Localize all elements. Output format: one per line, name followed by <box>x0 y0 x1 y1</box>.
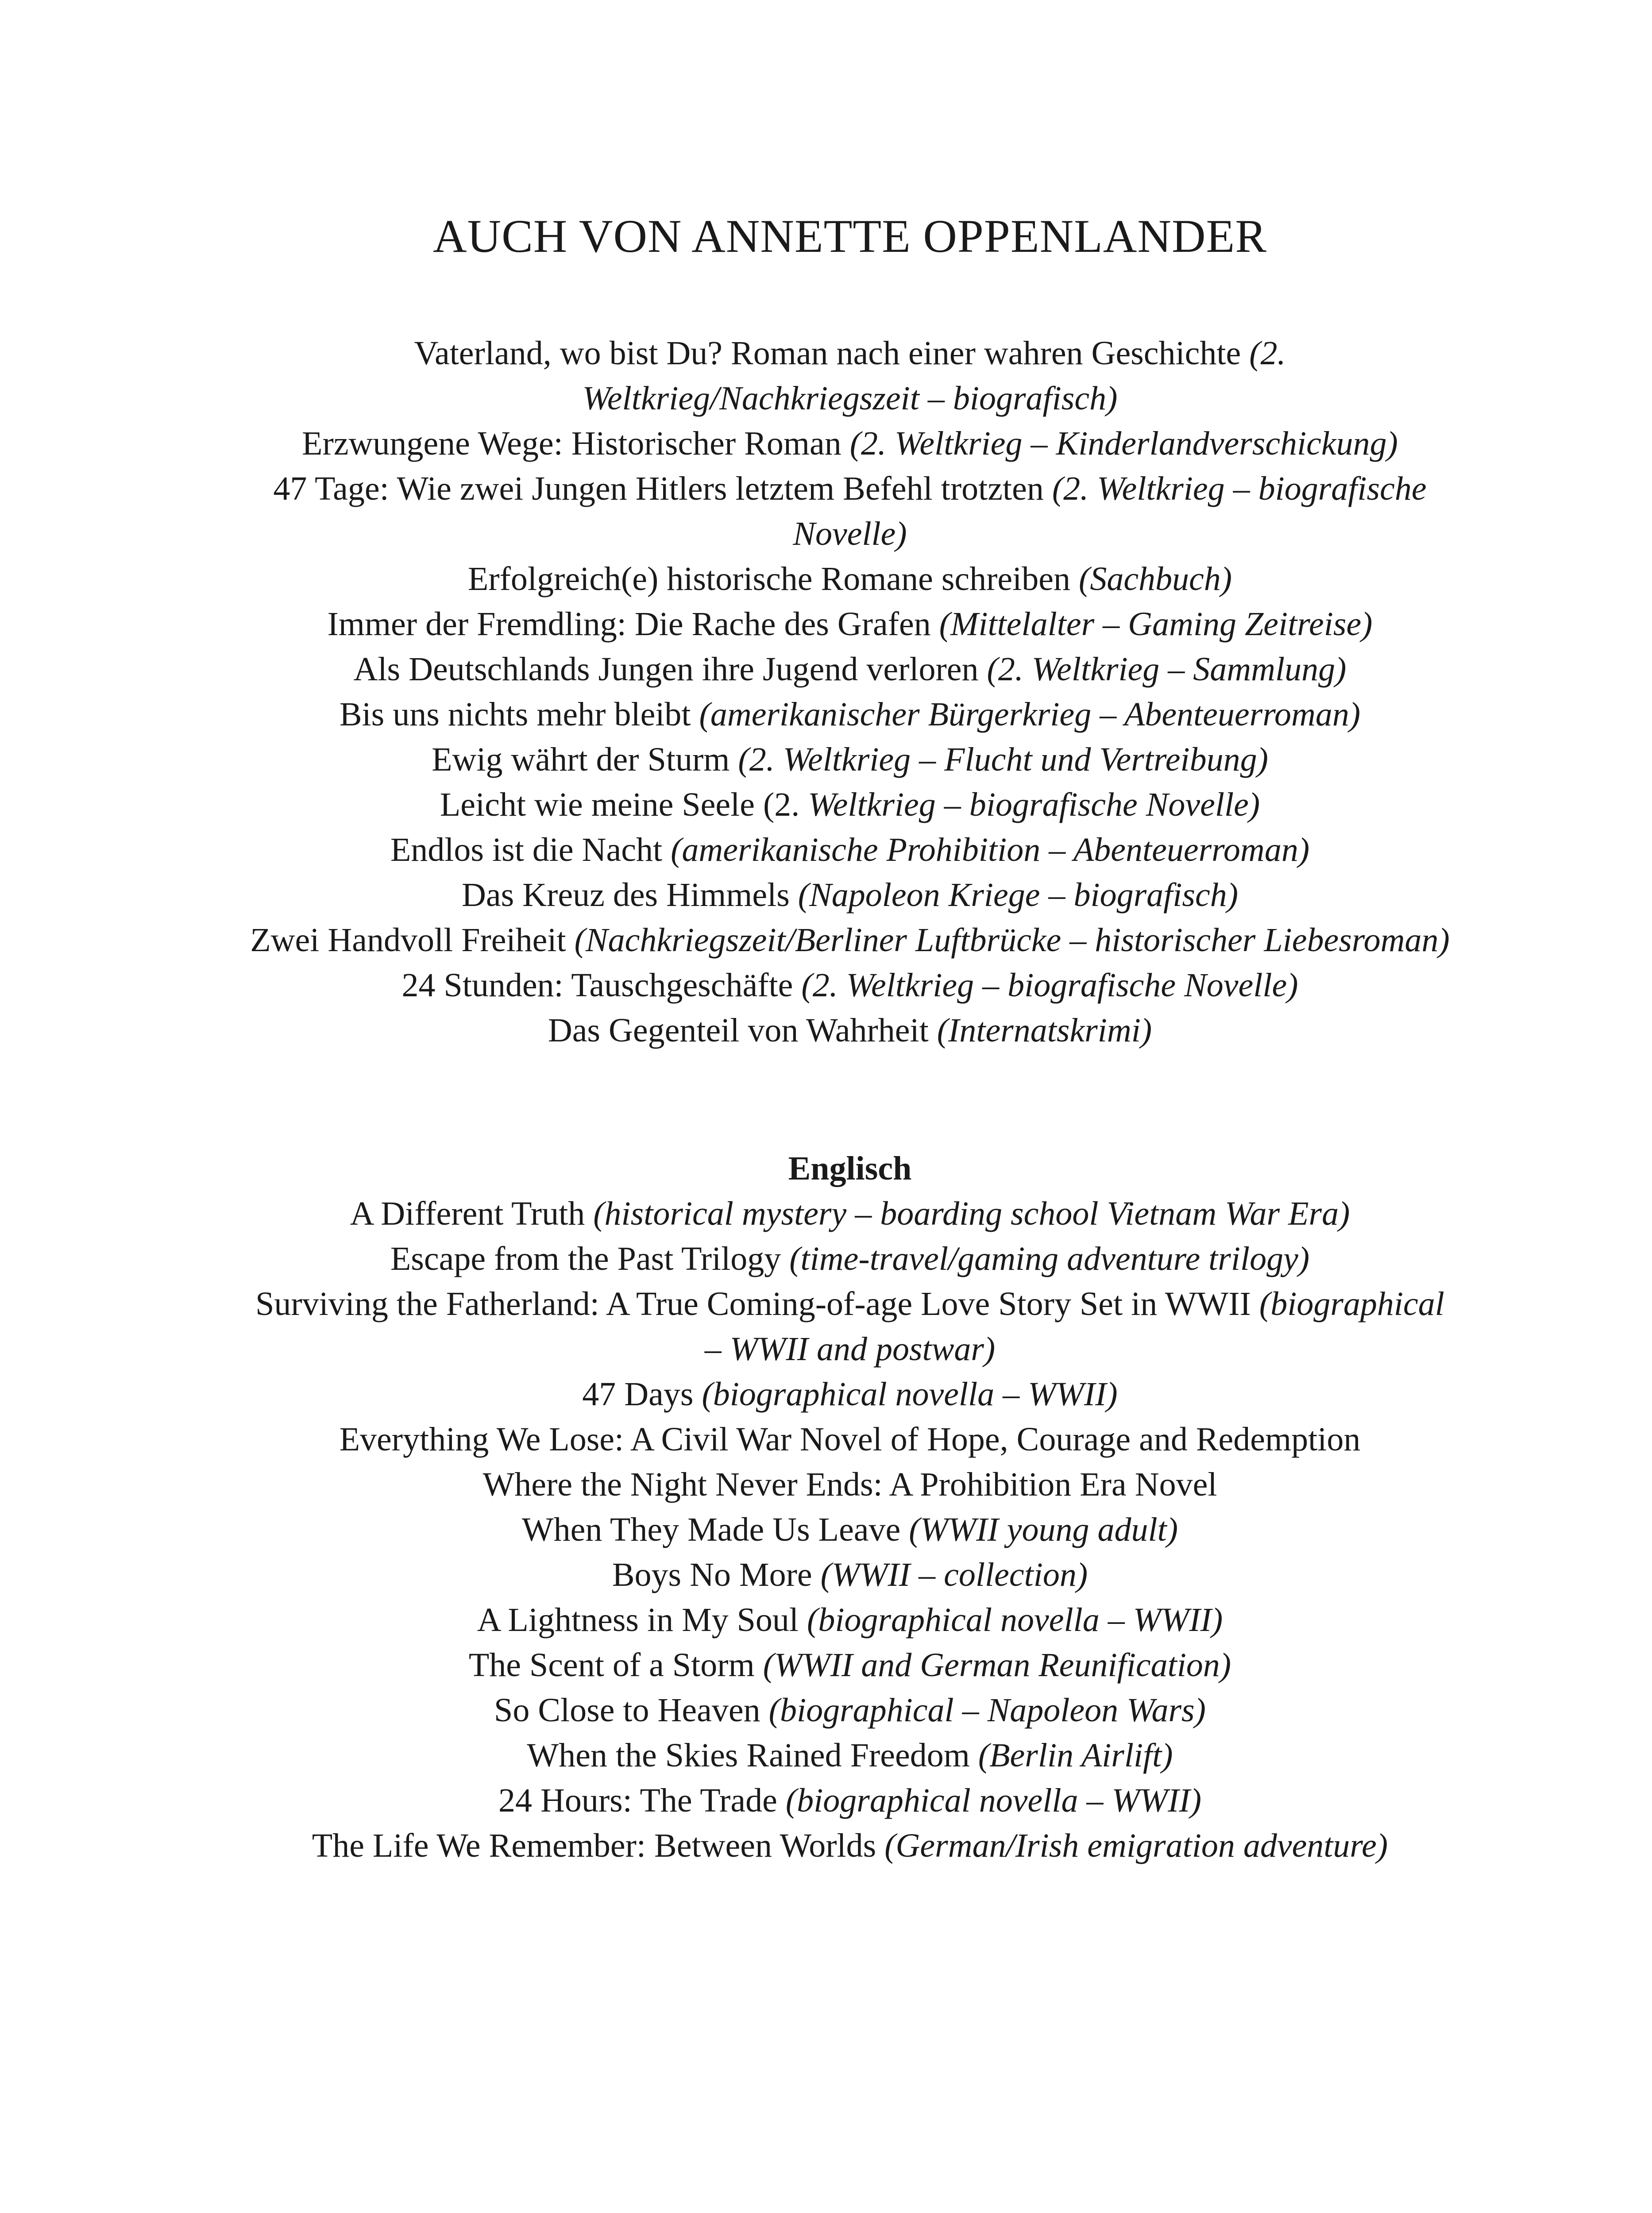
book-list-page <box>248 208 1452 1868</box>
book-genre-note: (WWII young adult) <box>909 1511 1178 1549</box>
book-genre-note: (biographical – WWII and postwar) <box>704 1285 1444 1368</box>
list-item <box>248 1008 1452 1053</box>
book-title: Endlos ist die Nacht <box>390 831 671 869</box>
book-title: When They Made Us Leave <box>521 1511 909 1549</box>
book-genre-note: (time-travel/gaming adventure trilogy) <box>789 1240 1310 1278</box>
page-title: AUCH VON ANNETTE OPPENLANDER <box>433 210 1267 262</box>
book-genre-note: (Mittelalter – Gaming Zeitreise) <box>939 605 1373 643</box>
book-genre-note: (2. Weltkrieg – Kinderlandverschickung) <box>849 425 1398 463</box>
book-genre-note: (biographical novella – WWII) <box>785 1782 1202 1820</box>
list-item <box>248 918 1452 963</box>
list-item <box>248 963 1452 1008</box>
list-item <box>248 737 1452 782</box>
book-genre-note: (2. Weltkrieg – Sammlung) <box>987 651 1347 688</box>
list-item <box>248 1688 1452 1733</box>
list-item <box>248 782 1452 827</box>
book-title: Surviving the Fatherland: A True Coming-of-age Love Story Set in WWII <box>255 1285 1259 1323</box>
book-genre-note: (2. Weltkrieg – Flucht und Vertreibung) <box>738 741 1268 779</box>
book-title: 47 Tage: Wie zwei Jungen Hitlers letztem Befehl trotzten <box>273 470 1052 508</box>
book-genre-note: (2. Weltkrieg – biografische Novelle) <box>793 470 1427 553</box>
book-title: Everything We Lose: A Civil War Novel of Hope, Courage and Redemption <box>339 1421 1361 1458</box>
book-genre-note: (German/Irish emigration adventure) <box>884 1827 1388 1865</box>
book-title: 24 Stunden: Tauschgeschäfte <box>401 967 802 1004</box>
list-item <box>248 1372 1452 1417</box>
list-item <box>248 1462 1452 1507</box>
book-title: Vaterland, wo bist Du? Roman nach einer wahren Geschichte <box>414 335 1250 372</box>
book-genre-note: (2. Weltkrieg/Nachkriegszeit – biografisch) <box>582 335 1286 417</box>
book-title: 24 Hours: The Trade <box>498 1782 786 1820</box>
book-title: 47 Days <box>582 1376 702 1413</box>
list-item <box>248 1281 1452 1372</box>
list-item <box>248 1417 1452 1462</box>
book-genre-note: (2. Weltkrieg – biografische Novelle) <box>801 967 1298 1004</box>
book-title: Das Gegenteil von Wahrheit <box>548 1012 937 1049</box>
list-item <box>248 1823 1452 1868</box>
book-title: When the Skies Rained Freedom <box>527 1737 978 1774</box>
book-title: Erfolgreich(e) historische Romane schreiben <box>467 560 1079 598</box>
book-genre-note: (WWII – collection) <box>820 1556 1088 1594</box>
list-item <box>248 1191 1452 1236</box>
list-item <box>248 692 1452 737</box>
book-genre-note: (Sachbuch) <box>1079 560 1232 598</box>
list-item <box>248 1552 1452 1597</box>
book-title: A Different Truth <box>350 1195 594 1233</box>
book-title: Escape from the Past Trilogy <box>390 1240 790 1278</box>
book-title: Bis uns nichts mehr bleibt <box>339 696 699 733</box>
book-genre-note: (amerikanische Prohibition – Abenteuerroman) <box>671 831 1310 869</box>
book-genre-note: (biographical novella – WWII) <box>702 1376 1118 1413</box>
book-title: The Scent of a Storm <box>468 1646 763 1684</box>
book-title: Boys No More <box>612 1556 821 1594</box>
book-title: The Life We Remember: Between Worlds <box>312 1827 885 1865</box>
german-book-list <box>248 331 1452 1053</box>
book-genre-note: Weltkrieg – biografische Novelle) <box>808 786 1260 824</box>
book-genre-note: (Napoleon Kriege – biografisch) <box>798 876 1239 914</box>
section-heading-english: Englisch <box>788 1150 912 1187</box>
book-title: Zwei Handvoll Freiheit <box>250 921 575 959</box>
book-title: A Lightness in My Soul <box>477 1601 807 1639</box>
book-genre-note: (biographical novella – WWII) <box>807 1601 1223 1639</box>
list-item <box>248 1597 1452 1642</box>
book-genre-note: (Berlin Airlift) <box>978 1737 1173 1774</box>
list-item <box>248 827 1452 872</box>
list-item <box>248 556 1452 601</box>
book-title: So Close to Heaven <box>494 1692 769 1729</box>
list-item <box>248 1778 1452 1823</box>
book-genre-note: (historical mystery – boarding school Vietnam War Era) <box>593 1195 1350 1233</box>
book-title: Als Deutschlands Jungen ihre Jugend verloren <box>353 651 987 688</box>
list-item <box>248 601 1452 647</box>
list-item <box>248 1642 1452 1688</box>
list-item <box>248 1733 1452 1778</box>
book-title: Where the Night Never Ends: A Prohibition Era Novel <box>482 1466 1217 1504</box>
book-title: Leicht wie meine Seele (2. <box>440 786 808 824</box>
list-item <box>248 421 1452 466</box>
list-item <box>248 1507 1452 1552</box>
book-title: Ewig währt der Sturm <box>432 741 738 779</box>
list-item <box>248 1236 1452 1281</box>
book-genre-note: (Internatskrimi) <box>937 1012 1152 1049</box>
english-book-list <box>248 1191 1452 1868</box>
book-genre-note: (amerikanischer Bürgerkrieg – Abenteuerroman) <box>699 696 1361 733</box>
list-item <box>248 466 1452 556</box>
list-item <box>248 872 1452 918</box>
book-genre-note: (Nachkriegszeit/Berliner Luftbrücke – historischer Liebesroman) <box>574 921 1450 959</box>
book-title: Das Kreuz des Himmels <box>461 876 798 914</box>
list-item <box>248 331 1452 421</box>
book-genre-note: (biographical – Napoleon Wars) <box>768 1692 1206 1729</box>
list-item <box>248 647 1452 692</box>
book-title: Immer der Fremdling: Die Rache des Grafen <box>327 605 939 643</box>
book-genre-note: (WWII and German Reunification) <box>763 1646 1231 1684</box>
book-title: Erzwungene Wege: Historischer Roman <box>302 425 850 463</box>
